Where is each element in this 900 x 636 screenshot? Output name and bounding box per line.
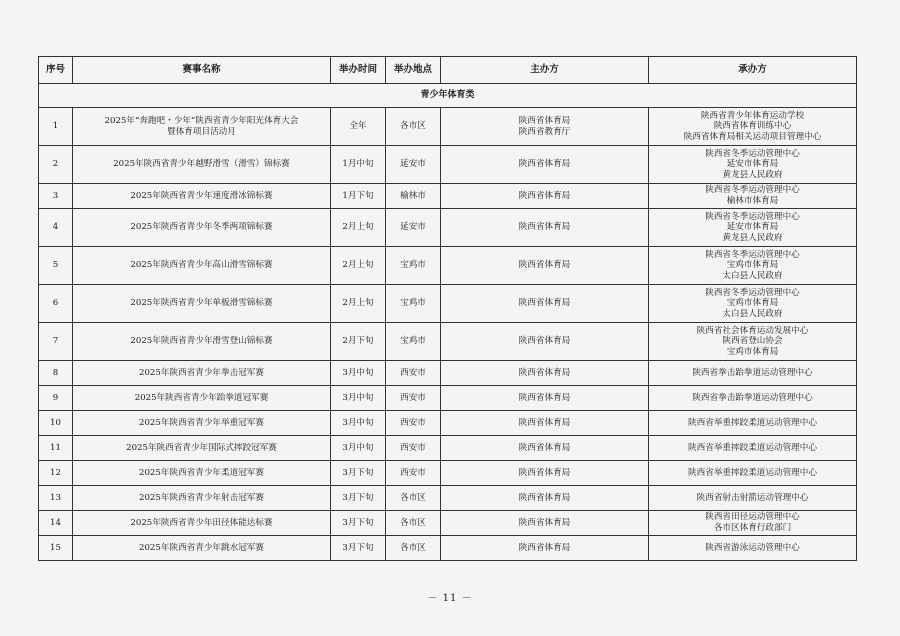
event-organizer-line: 延安市体育局: [726, 222, 779, 233]
event-host-line: 陕西省体育局: [518, 492, 571, 503]
page-number: － 11 －: [427, 593, 473, 604]
event-name-line: 2025年“奔跑吧・少年”陕西省青少年阳光体育大会: [104, 115, 299, 126]
event-organizer-line: 宝鸡市体育局: [726, 298, 779, 309]
event-organizer: [649, 285, 857, 323]
event-host-line: 陕西省体育局: [518, 190, 571, 201]
event-organizer-line: 陕西省社会体育运动发展中心: [696, 325, 809, 336]
event-host: [441, 461, 649, 486]
event-organizer: [649, 511, 857, 536]
event-organizer-line: 陕西省举重摔跤柔道运动管理中心: [688, 417, 817, 428]
event-place: 西安市: [386, 461, 441, 486]
table-body: [39, 84, 857, 561]
row-no: 13: [39, 486, 73, 511]
event-host-line: 陕西省教育厅: [518, 126, 571, 137]
category-label: 青少年体育类: [39, 84, 857, 108]
event-place: 宝鸡市: [386, 285, 441, 323]
event-place: 西安市: [386, 436, 441, 461]
event-name: [73, 323, 331, 361]
event-host-line: 陕西省体育局: [518, 517, 571, 528]
event-organizer-line: 黄龙县人民政府: [722, 232, 783, 243]
event-organizer-line: 陕西省冬季运动管理中心: [705, 185, 800, 196]
event-organizer: [649, 146, 857, 184]
event-name: [73, 361, 331, 386]
table-row: [39, 247, 857, 285]
event-host-line: 陕西省体育局: [518, 336, 571, 347]
table-row: [39, 323, 857, 361]
event-name-line: 2025年陕西省青少年举重冠军赛: [139, 417, 264, 428]
row-no: 9: [39, 386, 73, 411]
row-no: 2: [39, 146, 73, 184]
event-time: 3月中旬: [331, 386, 386, 411]
header-name: 赛事名称: [73, 57, 331, 84]
table-row: [39, 511, 857, 536]
row-no: 3: [39, 184, 73, 209]
event-name-line: 2025年陕西省青少年田径体能达标赛: [130, 517, 273, 528]
row-no: 1: [39, 108, 73, 146]
event-organizer-line: 陕西省体育局相关运动项目管理中心: [683, 131, 822, 142]
header-time: 举办时间: [331, 57, 386, 84]
event-host-line: 陕西省体育局: [518, 392, 571, 403]
event-host-line: 陕西省体育局: [518, 542, 571, 553]
table-row: [39, 461, 857, 486]
row-no: 5: [39, 247, 73, 285]
event-organizer-line: 陕西省体育训练中心: [713, 121, 792, 132]
event-organizer: [649, 386, 857, 411]
event-organizer-line: 榆林市体育局: [726, 196, 779, 206]
event-host: [441, 108, 649, 146]
event-name-line: 暨体育项目活动月: [167, 126, 236, 137]
event-time: 3月下旬: [331, 536, 386, 561]
event-host: [441, 247, 649, 285]
event-organizer: [649, 247, 857, 285]
event-organizer-line: 延安市体育局: [726, 159, 779, 170]
event-name-line: 2025年陕西省青少年跳水冠军赛: [139, 542, 264, 553]
event-name-line: 2025年陕西省青少年速度滑冰锦标赛: [130, 190, 273, 201]
row-no: 12: [39, 461, 73, 486]
event-place: 西安市: [386, 386, 441, 411]
event-host: [441, 361, 649, 386]
event-host-line: 陕西省体育局: [518, 159, 571, 170]
event-name: [73, 411, 331, 436]
event-organizer-line: 陕西省冬季运动管理中心: [705, 287, 800, 298]
event-name: [73, 511, 331, 536]
event-organizer-line: 陕西省拳击跆拳道运动管理中心: [692, 367, 813, 378]
event-time: 3月下旬: [331, 511, 386, 536]
event-name-line: 2025年陕西省青少年单板滑雪锦标赛: [130, 298, 273, 309]
table-row: [39, 361, 857, 386]
event-organizer-line: 宝鸡市体育局: [726, 260, 779, 271]
row-no: 7: [39, 323, 73, 361]
event-organizer-line: 各市区体育行政部门: [713, 523, 792, 533]
event-time: 2月上旬: [331, 285, 386, 323]
event-host: [441, 285, 649, 323]
event-place: 延安市: [386, 209, 441, 247]
event-organizer: [649, 323, 857, 361]
event-organizer: [649, 361, 857, 386]
event-place: 榆林市: [386, 184, 441, 209]
event-organizer-line: 陕西省青少年体育运动学校: [700, 110, 805, 121]
event-host: [441, 146, 649, 184]
event-organizer-line: 太白县人民政府: [722, 270, 783, 281]
row-no: 4: [39, 209, 73, 247]
table-header-row: [39, 57, 857, 84]
header-host: 主办方: [441, 57, 649, 84]
event-place: 各市区: [386, 536, 441, 561]
event-name-line: 2025年陕西省青少年冬季两项锦标赛: [130, 222, 273, 233]
table-row: [39, 108, 857, 146]
event-name-line: 2025年陕西省青少年国际式摔跤冠军赛: [126, 442, 277, 453]
event-time: 3月中旬: [331, 411, 386, 436]
row-no: 14: [39, 511, 73, 536]
event-time: 2月上旬: [331, 209, 386, 247]
event-organizer-line: 陕西省拳击跆拳道运动管理中心: [692, 392, 813, 403]
event-place: 西安市: [386, 411, 441, 436]
event-host: [441, 436, 649, 461]
event-host-line: 陕西省体育局: [518, 442, 571, 453]
header-organizer: 承办方: [649, 57, 857, 84]
header-no: 序号: [39, 57, 73, 84]
event-host-line: 陕西省体育局: [518, 367, 571, 378]
event-organizer: [649, 209, 857, 247]
event-name: [73, 146, 331, 184]
event-organizer-line: 陕西省游泳运动管理中心: [705, 542, 800, 553]
event-name-line: 2025年陕西省青少年跆拳道冠军赛: [134, 392, 269, 403]
event-host: [441, 536, 649, 561]
row-no: 6: [39, 285, 73, 323]
event-host: [441, 486, 649, 511]
table-row: [39, 209, 857, 247]
event-host: [441, 209, 649, 247]
event-time: 3月中旬: [331, 361, 386, 386]
event-name: [73, 536, 331, 561]
event-name: [73, 486, 331, 511]
event-host-line: 陕西省体育局: [518, 260, 571, 271]
event-organizer-line: 陕西省射击射箭运动管理中心: [696, 492, 809, 503]
event-place: 延安市: [386, 146, 441, 184]
event-name-line: 2025年陕西省青少年拳击冠军赛: [139, 367, 264, 378]
event-organizer-line: 太白县人民政府: [722, 308, 783, 319]
event-organizer-line: 陕西省冬季运动管理中心: [705, 211, 800, 222]
event-time: 2月上旬: [331, 247, 386, 285]
event-host-line: 陕西省体育局: [518, 298, 571, 309]
event-organizer: [649, 486, 857, 511]
event-time: 3月中旬: [331, 436, 386, 461]
event-place: 各市区: [386, 486, 441, 511]
event-name-line: 2025年陕西省青少年滑雪登山锦标赛: [130, 336, 273, 347]
event-name-line: 2025年陕西省青少年越野滑雪（滑雪）锦标赛: [113, 159, 290, 170]
event-organizer-line: 陕西省举重摔跤柔道运动管理中心: [688, 442, 817, 453]
event-name: [73, 247, 331, 285]
event-name: [73, 184, 331, 209]
event-host: [441, 511, 649, 536]
event-name: [73, 386, 331, 411]
event-name: [73, 285, 331, 323]
event-place: 西安市: [386, 361, 441, 386]
table-row: [39, 411, 857, 436]
row-no: 15: [39, 536, 73, 561]
row-no: 11: [39, 436, 73, 461]
event-organizer: [649, 536, 857, 561]
event-organizer-line: 陕西省田径运动管理中心: [705, 512, 800, 523]
event-host-line: 陕西省体育局: [518, 467, 571, 478]
event-organizer-line: 陕西省冬季运动管理中心: [705, 249, 800, 260]
event-organizer: [649, 184, 857, 209]
event-host-line: 陕西省体育局: [518, 417, 571, 428]
event-organizer-line: 陕西省登山协会: [722, 336, 783, 347]
event-place: 宝鸡市: [386, 323, 441, 361]
category-row: [39, 84, 857, 108]
header-place: 举办地点: [386, 57, 441, 84]
event-name: [73, 436, 331, 461]
table-row: [39, 184, 857, 209]
event-host: [441, 411, 649, 436]
event-time: 1月下旬: [331, 184, 386, 209]
event-time: 3月下旬: [331, 461, 386, 486]
event-organizer: [649, 108, 857, 146]
event-time: 3月下旬: [331, 486, 386, 511]
event-place: 宝鸡市: [386, 247, 441, 285]
event-organizer: [649, 461, 857, 486]
event-name: [73, 209, 331, 247]
table-row: [39, 386, 857, 411]
event-place: 各市区: [386, 511, 441, 536]
table-row: [39, 486, 857, 511]
event-organizer: [649, 436, 857, 461]
event-time: 1月中旬: [331, 146, 386, 184]
event-name-line: 2025年陕西省青少年射击冠军赛: [139, 492, 264, 503]
event-place: 各市区: [386, 108, 441, 146]
event-host: [441, 386, 649, 411]
event-name: [73, 108, 331, 146]
row-no: 8: [39, 361, 73, 386]
table-row: [39, 436, 857, 461]
event-name-line: 2025年陕西省青少年柔道冠军赛: [139, 467, 264, 478]
table-row: [39, 536, 857, 561]
event-time: 2月下旬: [331, 323, 386, 361]
table-row: [39, 146, 857, 184]
event-organizer-line: 黄龙县人民政府: [722, 169, 783, 180]
event-host-line: 陕西省体育局: [518, 222, 571, 233]
event-name: [73, 461, 331, 486]
event-host: [441, 323, 649, 361]
event-name-line: 2025年陕西省青少年高山滑雪锦标赛: [130, 260, 273, 271]
table-row: [39, 285, 857, 323]
event-time: 全年: [331, 108, 386, 146]
event-organizer: [649, 411, 857, 436]
event-host-line: 陕西省体育局: [518, 115, 571, 126]
event-host: [441, 184, 649, 209]
row-no: 10: [39, 411, 73, 436]
event-organizer-line: 宝鸡市体育局: [726, 346, 779, 357]
event-schedule-table: [38, 56, 857, 561]
event-organizer-line: 陕西省举重摔跤柔道运动管理中心: [688, 467, 817, 478]
event-organizer-line: 陕西省冬季运动管理中心: [705, 148, 800, 159]
